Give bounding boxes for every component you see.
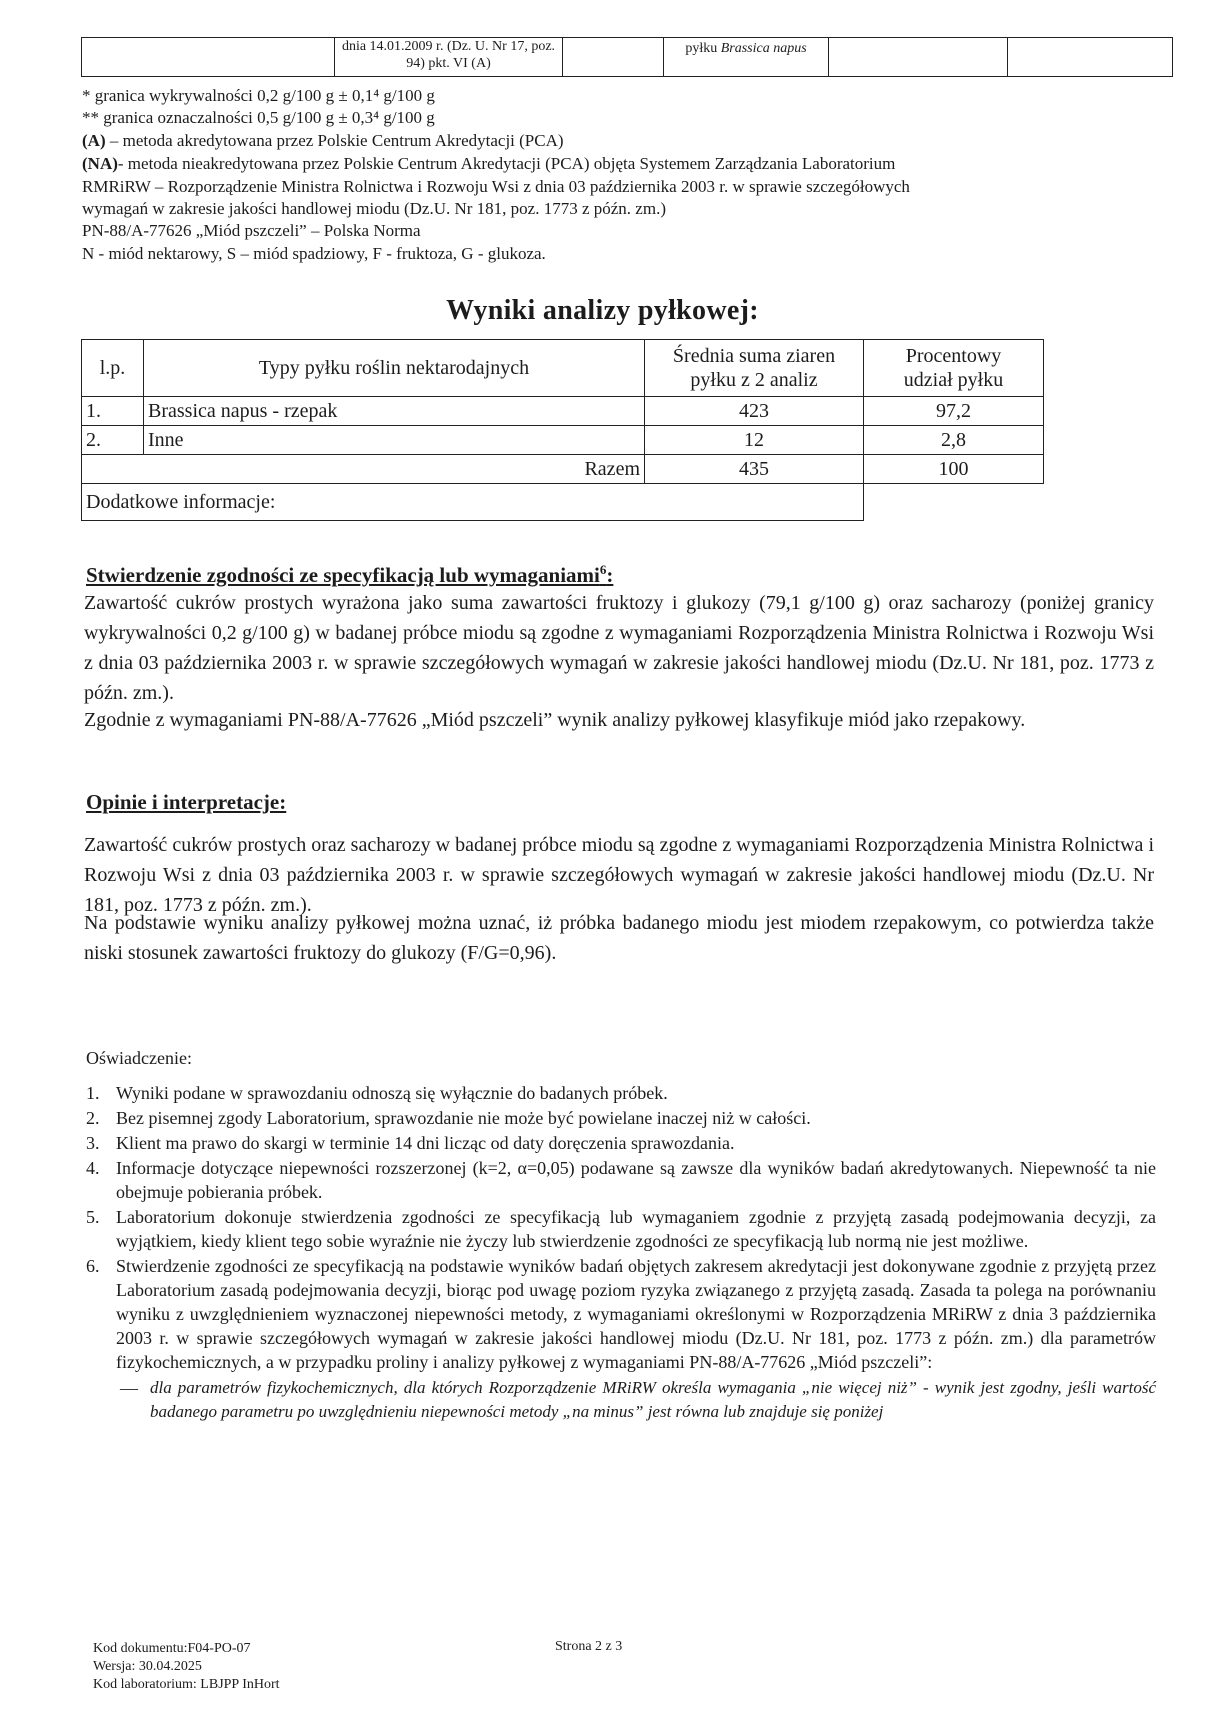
compliance-heading-colon: :: [606, 563, 614, 587]
list-subitem: [86, 1376, 1156, 1424]
top-cell-empty-2: [563, 38, 664, 77]
row-lp: 2.: [82, 426, 144, 455]
footer-page-number: Strona 2 z 3: [555, 1639, 623, 1654]
row-lp: 1.: [82, 397, 144, 426]
list-subitem-text: dla parametrów fizykochemicznych, dla których Rozporządzenie MRiRW określa wymagania „nie więcej niż” - wynik jest zgodny, jeśli wartość badanego parametru po uwzględnieniu niepewności metody „na minus” jest równa lub znajduje się poniżej: [150, 1378, 1156, 1421]
legend-non-accredited: [82, 153, 895, 174]
list-item-number: 6.: [86, 1256, 100, 1276]
list-item: [86, 1081, 1156, 1105]
top-cell-empty-1: [82, 38, 335, 77]
header-mean-count: [645, 340, 864, 397]
total-label: Razem: [82, 455, 645, 484]
dash-bullet: —: [120, 1378, 138, 1398]
row-pollen-type: Brassica napus - rzepak: [144, 397, 645, 426]
legend-rmrirw-line-2: wymagań w zakresie jakości handlowej miodu (Dz.U. Nr 181, poz. 1773 z późn. zm.): [82, 199, 666, 218]
top-cell-empty-3: [829, 38, 1008, 77]
list-item-text: Stwierdzenie zgodności ze specyfikacją na podstawie wyników badań objętych zakresem akredytacji jest dokonywane zgodnie z przyjętą przez Laboratorium zasadą podejmowania decyzji, biorąc pod uwagę poziom ryzyka związanego z przyjętą zasadą. Zasada ta polega na porównaniu wyniku z uwzględnieniem wyznaczonej niepewności metody, z wymaganiami określonymi w Rozporządzenia MRiRW z dnia 3 października 2003 r. w sprawie szczegółowych wymagań w zakresie jakości handlowej miodu (Dz.U. Nr 181, poz. 1773 z późn. zm.) dla parametrów fizykochemicznych, a w przypadku proliny i analizy pyłkowej z wymaganiami PN-88/A-77626 „Miód pszczeli”:: [116, 1256, 1156, 1372]
footer-lab-code: Kod laboratorium: LBJPP InHort: [93, 1677, 280, 1692]
opinions-paragraph-2: Na podstawie wyniku analizy pyłkowej można uznać, iż próbka badanego miodu jest miodem rzepakowym, co potwierdza także niski stosunek zawartości fruktozy do glukozy (F/G=0,96).: [84, 912, 1154, 964]
note-detection-limit: * granica wykrywalności 0,2 g/100 g ± 0,1⁴ g/100 g: [82, 86, 435, 105]
compliance-paragraph-2: Zgodnie z wymaganiami PN-88/A-77626 „Miód pszczeli” wynik analizy pyłkowej klasyfikuje miód jako rzepakowy.: [84, 709, 1026, 731]
compliance-heading-sup: 6: [599, 562, 607, 577]
legend-accredited-text: – metoda akredytowana przez Polskie Centrum Akredytacji (PCA): [105, 131, 564, 150]
compliance-paragraph-1: Zawartość cukrów prostych wyrażona jako suma zawartości fruktozy i glukozy (79,1 g/100 g) oraz sacharozy (poniżej granicy wykrywalności 0,2 g/100 g) w badanej próbce miodu są zgodne z wymaganiami Rozporządzenia Ministra Rolnictwa i Rozwoju Wsi z dnia 03 października 2003 r. w sprawie szczegółowych wymagań w zakresie jakości handlowej miodu (Dz.U. Nr 181, poz. 1773 z późn. zm.).: [84, 592, 1154, 704]
legend-accredited: [82, 130, 564, 151]
table-total-row: [82, 455, 1044, 484]
declaration-list: [86, 1081, 1156, 1425]
list-item-number: 3.: [86, 1133, 100, 1153]
list-item-text: Laboratorium dokonuje stwierdzenia zgodności ze specyfikacją lub wymaganiem zgodnie z przyjętą zasadą podejmowania decyzji, za wyjątkiem, kiedy klient tego sobie wyraźnie nie życzy lub stwierdzenie zgodności ze specyfikacją lub normą nie jest możliwe.: [116, 1207, 1156, 1251]
pollen-analysis-title: Wyniki analizy pyłkowej:: [446, 295, 759, 326]
top-cell-reference: dnia 14.01.2009 r. (Dz. U. Nr 17, poz. 94) pkt. VI (A): [335, 38, 563, 77]
table-row: [82, 397, 1044, 426]
top-cell-pollen: [664, 38, 829, 77]
list-item-number: 2.: [86, 1108, 100, 1128]
list-item-text: Klient ma prawo do skargi w terminie 14 dni licząc od daty doręczenia sprawozdania.: [116, 1133, 735, 1153]
note-quantification-limit: ** granica oznaczalności 0,5 g/100 g ± 0,3⁴ g/100 g: [82, 108, 435, 127]
footer-doc-code: Kod dokumentu:F04-PO-07: [93, 1641, 251, 1656]
legend-non-accredited-text: - metoda nieakredytowana przez Polskie Centrum Akredytacji (PCA) objęta Systemem Zarządzania Laboratorium: [117, 154, 896, 173]
legend-honey-types: N - miód nektarowy, S – miód spadziowy, F - fruktoza, G - glukoza.: [82, 244, 546, 263]
top-table-fragment: [81, 37, 1173, 77]
legend-rmrirw-line-1: RMRiRW – Rozporządzenie Ministra Rolnictwa i Rozwoju Wsi z dnia 03 października 2003 r. w sprawie szczegółowych: [82, 177, 910, 196]
list-item-text: Informacje dotyczące niepewności rozszerzonej (k=2, α=0,05) podawane są zawsze dla wyników badań akredytowanych. Niepewność ta nie obejmuje pobierania próbek.: [116, 1158, 1156, 1202]
pollen-table: [81, 339, 1044, 521]
row-mean: 423: [645, 397, 864, 426]
top-cell-empty-4: [1008, 38, 1173, 77]
additional-info-row: [82, 484, 1044, 521]
compliance-heading: [86, 562, 613, 588]
additional-info-empty: [864, 484, 1044, 521]
row-mean: 12: [645, 426, 864, 455]
legend-non-accredited-code: (NA): [82, 154, 118, 173]
list-item-number: 1.: [86, 1083, 100, 1103]
table-row: [82, 426, 1044, 455]
list-item: [86, 1131, 1156, 1155]
opinions-heading: Opinie i interpretacje:: [86, 790, 287, 814]
header-lp: l.p.: [82, 340, 144, 397]
list-item-text: Bez pisemnej zgody Laboratorium, sprawozdanie nie może być powielane inaczej niż w całości.: [116, 1108, 811, 1128]
pollen-species: Brassica napus: [720, 41, 807, 56]
opinions-paragraph-1: Zawartość cukrów prostych oraz sacharozy w badanej próbce miodu są zgodne z wymaganiami Rozporządzenia Ministra Rolnictwa i Rozwoju Wsi z dnia 03 października 2003 r. w sprawie szczegółowych wymagań w zakresie jakości handlowej miodu (Dz.U. Nr 181, poz. 1773 z późn. zm.).: [84, 834, 1154, 916]
list-item-number: 4.: [86, 1158, 100, 1178]
footer-version: Wersja: 30.04.2025: [93, 1659, 202, 1674]
list-item: [86, 1205, 1156, 1253]
total-percentage: 100: [864, 455, 1044, 484]
row-pollen-type: Inne: [144, 426, 645, 455]
header-pct-line-1: Procentowy: [905, 345, 1002, 367]
list-item: [86, 1254, 1156, 1374]
list-item: [86, 1106, 1156, 1130]
list-item-number: 5.: [86, 1207, 100, 1227]
row-percentage: 2,8: [864, 426, 1044, 455]
total-mean: 435: [645, 455, 864, 484]
legend-accredited-code: (A): [82, 131, 106, 150]
header-mean-line-2: pyłku z 2 analiz: [690, 369, 818, 391]
row-percentage: 97,2: [864, 397, 1044, 426]
header-mean-line-1: Średnia suma ziaren: [672, 345, 836, 367]
footer-doc-info: [93, 1640, 280, 1694]
legend-pn-norm: PN-88/A-77626 „Miód pszczeli” – Polska Norma: [82, 221, 421, 240]
declaration-heading: Oświadczenie:: [86, 1048, 192, 1068]
pollen-table-header: [82, 340, 1044, 397]
list-item-text: Wyniki podane w sprawozdaniu odnoszą się wyłącznie do badanych próbek.: [116, 1083, 668, 1103]
header-pct-line-2: udział pyłku: [903, 369, 1004, 391]
header-pollen-types: Typy pyłku roślin nektarodajnych: [144, 340, 645, 397]
header-percentage: [864, 340, 1044, 397]
compliance-heading-text: Stwierdzenie zgodności ze specyfikacją lub wymaganiami: [86, 563, 600, 587]
list-item: [86, 1156, 1156, 1204]
additional-info-label: Dodatkowe informacje:: [82, 484, 864, 521]
pollen-label: pyłku: [685, 41, 718, 56]
